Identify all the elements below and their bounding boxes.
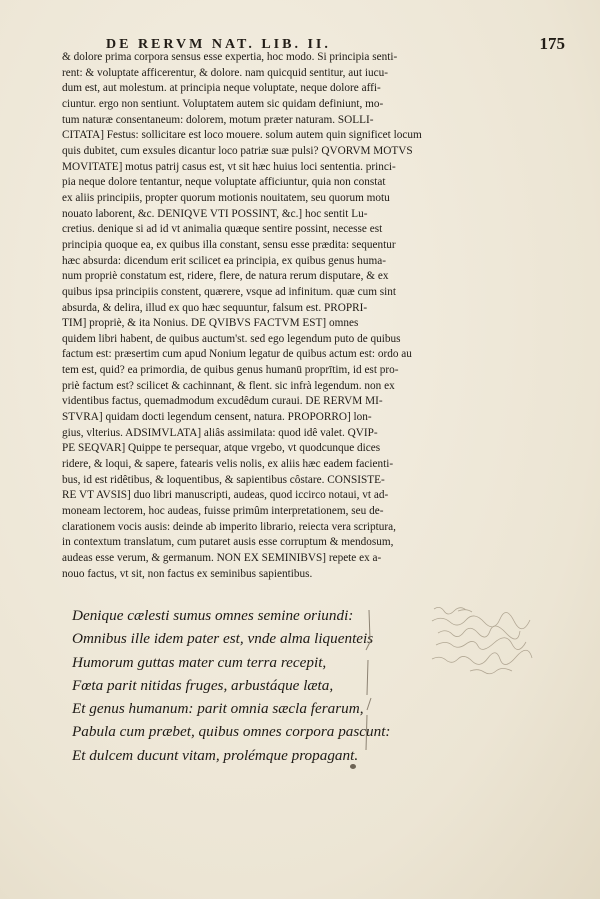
verse-bracket-mark: [363, 610, 377, 750]
text-line: clarationem vocis ausis: deinde ab imperito librario, reiecta vera scriptura,: [62, 520, 396, 533]
text-line: CITATA] Festus: sollicitare est loco mouere. solum autem quin significet locum: [62, 129, 422, 142]
text-line: PE SEQVAR] Quippe te persequar, atque vrgebo, vt quodcunque dices: [62, 442, 381, 455]
handwritten-marginalia: [430, 603, 590, 683]
text-line: rent: & voluptate afficerentur, & dolore. nam quicquid sentitur, aut iucu-: [62, 66, 388, 79]
text-line: TIM] propriè, & ita Nonius. DE QVIBVS FACTVM EST] omnes: [62, 317, 359, 330]
page-number: 175: [539, 34, 565, 53]
running-head: DE RERVM NAT. LIB. II.: [106, 37, 331, 52]
text-line: bus, id est ridêtibus, & loquentibus, & sapientibus côstare. CONSISTE-: [62, 473, 385, 486]
text-line: nouo factus, vt sit, non factus ex seminibus sapientibus.: [62, 567, 313, 580]
text-line: gius, vlterius. ADSIMVLATA] aliâs assimilata: quod idê valet. QVIP-: [62, 426, 378, 439]
text-line: priè factum est? scilicet & cachinnant, & flent. sic infrà legendum. non ex: [62, 379, 395, 392]
text-line: ciuntur. ergo non sentiunt. Voluptatem autem sic quidam definiunt, mo-: [62, 97, 384, 110]
text-line: quis dubitet, cum exsules dicantur loco patriæ suæ pulsi? QVORVM MOTVS: [62, 144, 413, 157]
text-line: num propriè constatum est, ridere, flere, de natura rerum disputare, & ex: [62, 270, 389, 283]
text-line: quidem libri habent, de quibus auctum'st. sed ego legendum puto de quibus: [62, 332, 401, 345]
verse-line: Pabula cum præbet, quibus omnes corpora pascunt:: [72, 723, 391, 741]
text-line: hæc absurda: dicendum erit scilicet ea principia, ex quibus genus huma-: [62, 254, 386, 267]
text-line: MOVITATE] motus patrij casus est, vt sit hæc huius loci sententia. princi-: [62, 160, 396, 173]
text-line: ridere, & loqui, & sapere, fatearis velis nolis, ex aliis hæc eadem facienti-: [62, 458, 394, 471]
text-line: absurda, & delira, illud ex quo hæc sequuntur, falsum est. PROPRI-: [62, 301, 368, 314]
text-line: ex aliis principiis, propter quorum motionis nouitatem, seu quorum motu: [62, 191, 390, 204]
verse-line: Et genus humanum: parit omnia sæcla ferarum,: [72, 700, 364, 718]
text-line: cretius. denique si ad id vt animalia quæque sentire possint, necesse est: [62, 223, 383, 236]
text-line: factum est: præsertim cum apud Nonium legatur de quibus actum est: ordo au: [62, 348, 412, 361]
text-line: & dolore prima corpora sensus esse expertia, hoc modo. Si principia senti-: [62, 51, 398, 63]
text-line: pia neque dolore tentantur, neque voluptate afficiuntur, quia non constat: [62, 176, 386, 189]
text-line: STVRA] quidam docti legendum censent, natura. PROPORRO] lon-: [62, 411, 372, 424]
text-line: moneam lectorem, hoc audeas, fuisse primûm interpretationem, seu de-: [62, 505, 384, 518]
text-line: quibus ipsa principiis constent, quærere, vsque ad infinitum. quæ cum sint: [62, 285, 397, 298]
text-line: in contextum translatum, cum putaret ausis esse corruptum & mendosum,: [62, 536, 394, 549]
commentary-text: [62, 50, 540, 582]
text-line: RE VT AVSIS] duo libri manuscripti, audeas, quod iccirco notaui, vt ad-: [62, 489, 389, 502]
text-line: tum naturæ consentaneum: dolorem, motum præter naturam. SOLLI-: [62, 113, 374, 126]
verse-line: Fœta parit nitidas fruges, arbustáque læta,: [72, 676, 334, 694]
verse-line: Humorum guttas mater cum terra recepit,: [72, 653, 327, 671]
verse-line: Omnibus ille idem pater est, vnde alma liquenteis: [72, 630, 374, 648]
verse-line: Et dulcem ducunt vitam, prolémque propagant.: [72, 746, 359, 764]
text-line: dum est, aut molestum. at principia neque voluptate, neque dolore affi-: [62, 82, 381, 95]
text-line: principia quoque ea, ex quibus illa constant, sensu esse prædita: sequentur: [62, 238, 396, 251]
ink-dot: [350, 764, 356, 769]
verse-line: Denique cælesti sumus omnes semine oriundi:: [72, 607, 354, 624]
text-line: videntibus factus, quemadmodum excudêdum curaui. DE RERVM MI-: [62, 395, 383, 408]
text-line: tem est, quid? ea primordia, de quibus genus humanū proprītim, id est pro-: [62, 364, 399, 377]
verse-block: [72, 604, 392, 767]
text-line: nouato laborent, &c. DENIQVE VTI POSSINT, &c.] hoc sentit Lu-: [62, 207, 368, 220]
text-line: audeas esse verum, & germanum. NON EX SEMINIBVS] repete ex a-: [62, 552, 382, 564]
